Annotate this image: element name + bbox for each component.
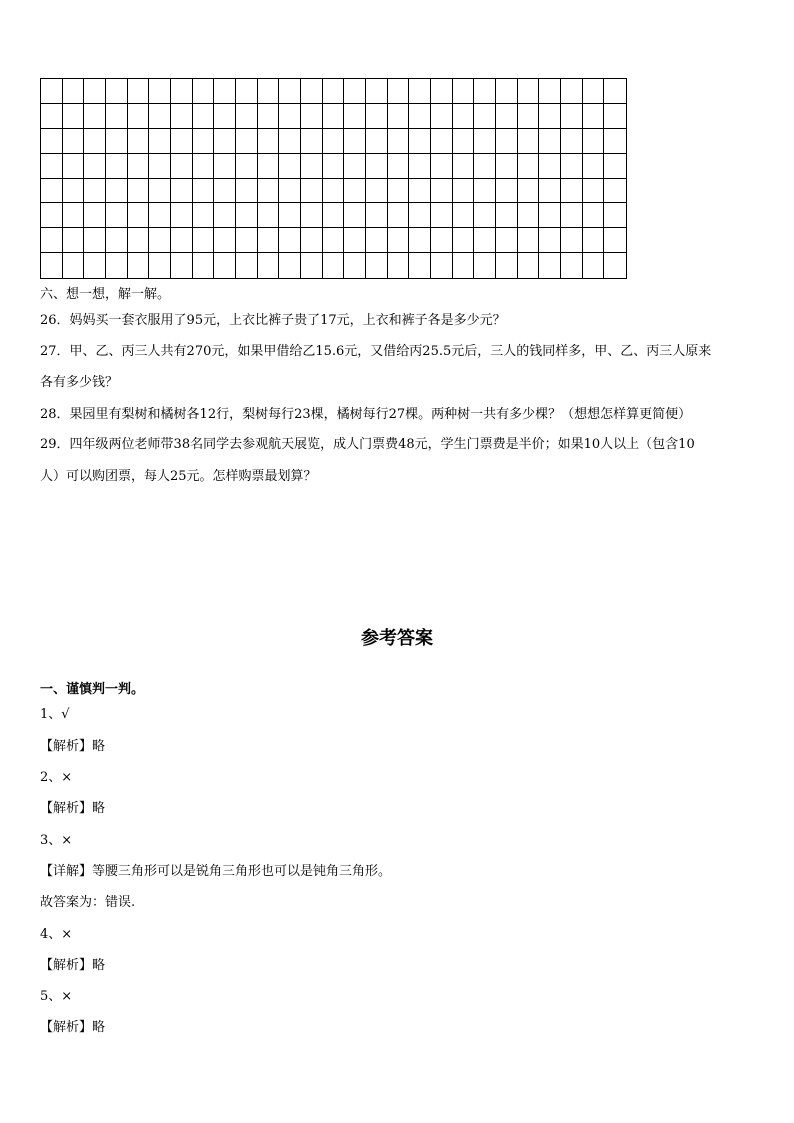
grid-cell — [193, 79, 215, 104]
grid-cell — [431, 179, 453, 204]
grid-cell — [41, 104, 63, 129]
grid-cell — [63, 129, 85, 154]
grid-cell — [171, 228, 193, 253]
grid-cell — [539, 203, 561, 228]
grid-cell — [518, 129, 540, 154]
grid-cell — [258, 154, 280, 179]
grid-cell — [583, 154, 605, 179]
answers-title: 参考答案 — [361, 628, 433, 649]
grid-cell — [518, 228, 540, 253]
grid-cell — [344, 228, 366, 253]
grid-cell — [63, 79, 85, 104]
grid-cell — [496, 79, 518, 104]
grid-cell — [236, 129, 258, 154]
grid-cell — [84, 228, 106, 253]
grid-cell — [518, 154, 540, 179]
grid-cell — [279, 154, 301, 179]
grid-cell — [496, 129, 518, 154]
grid-cell — [431, 228, 453, 253]
grid-cell — [496, 228, 518, 253]
grid-cell — [388, 104, 410, 129]
question-29-line1: 29．四年级两位老师带38名同学去参观航天展览，成人门票费48元，学生门票费是半价；如果10人以上（包含10 — [40, 437, 695, 452]
grid-cell — [453, 154, 475, 179]
grid-cell — [323, 79, 345, 104]
grid-cell — [323, 154, 345, 179]
grid-cell — [236, 253, 258, 278]
grid-cell — [41, 253, 63, 278]
grid-cell — [128, 129, 150, 154]
grid-cell — [258, 253, 280, 278]
grid-cell — [193, 104, 215, 129]
grid-cell — [106, 228, 128, 253]
question-26: 26．妈妈买一套衣服用了95元，上衣比裤子贵了17元，上衣和裤子各是多少元？ — [40, 313, 506, 328]
grid-cell — [84, 129, 106, 154]
grid-cell — [561, 203, 583, 228]
grid-cell — [388, 253, 410, 278]
grid-cell — [518, 253, 540, 278]
grid-cell — [344, 79, 366, 104]
grid-cell — [171, 129, 193, 154]
grid-cell — [63, 154, 85, 179]
grid-cell — [583, 228, 605, 253]
grid-cell — [41, 179, 63, 204]
grid-cell — [323, 129, 345, 154]
grid-cell — [604, 253, 626, 278]
grid-cell — [366, 228, 388, 253]
grid-cell — [214, 104, 236, 129]
grid-cell — [128, 79, 150, 104]
grid-cell — [409, 154, 431, 179]
grid-cell — [323, 179, 345, 204]
grid-cell — [279, 253, 301, 278]
grid-cell — [193, 129, 215, 154]
grid-cell — [128, 104, 150, 129]
grid-cell — [193, 253, 215, 278]
grid-cell — [41, 203, 63, 228]
grid-cell — [171, 79, 193, 104]
grid-cell — [388, 179, 410, 204]
grid-cell — [193, 154, 215, 179]
answers-section1-heading: 一、谨慎判一判。 — [40, 682, 145, 697]
question-27-line2: 各有多少钱？ — [40, 375, 119, 390]
grid-cell — [41, 228, 63, 253]
grid-cell — [344, 203, 366, 228]
grid-cell — [279, 203, 301, 228]
grid-cell — [409, 129, 431, 154]
grid-cell — [301, 253, 323, 278]
grid-cell — [63, 253, 85, 278]
grid-cell — [539, 104, 561, 129]
grid-cell — [388, 228, 410, 253]
grid-cell — [388, 154, 410, 179]
grid-cell — [214, 228, 236, 253]
grid-cell — [388, 203, 410, 228]
grid-cell — [539, 79, 561, 104]
grid-cell — [561, 253, 583, 278]
grid-cell — [344, 154, 366, 179]
grid-cell — [409, 228, 431, 253]
grid-cell — [583, 129, 605, 154]
grid-cell — [279, 104, 301, 129]
grid-cell — [128, 228, 150, 253]
grid-cell — [474, 129, 496, 154]
answer-3-conclusion: 故答案为：错误. — [40, 895, 136, 910]
grid-cell — [258, 129, 280, 154]
grid-cell — [323, 228, 345, 253]
grid-cell — [63, 228, 85, 253]
grid-cell — [149, 104, 171, 129]
grid-cell — [84, 154, 106, 179]
grid-cell — [409, 203, 431, 228]
grid-cell — [366, 79, 388, 104]
grid-cell — [474, 228, 496, 253]
grid-cell — [279, 79, 301, 104]
grid-cell — [258, 228, 280, 253]
grid-cell — [496, 203, 518, 228]
question-28: 28．果园里有梨树和橘树各12行，梨树每行23棵，橘树每行27棵。两种树一共有多少棵？（想想怎样算更简便） — [40, 407, 692, 422]
grid-cell — [604, 179, 626, 204]
grid-cell — [474, 203, 496, 228]
grid-cell — [474, 154, 496, 179]
grid-cell — [214, 179, 236, 204]
grid-cell — [604, 154, 626, 179]
grid-cell — [106, 104, 128, 129]
answer-4-note: 【解析】略 — [40, 958, 106, 973]
grid-cell — [214, 154, 236, 179]
writing-grid — [40, 78, 627, 279]
grid-cell — [561, 179, 583, 204]
grid-cell — [366, 179, 388, 204]
grid-cell — [496, 179, 518, 204]
grid-cell — [236, 228, 258, 253]
question-27-line1: 27．甲、乙、丙三人共有270元，如果甲借给乙15.6元，又借给丙25.5元后，三人的钱同样多，甲、乙、丙三人原来 — [40, 344, 712, 359]
grid-cell — [604, 104, 626, 129]
grid-cell — [279, 179, 301, 204]
grid-cell — [539, 228, 561, 253]
grid-cell — [323, 253, 345, 278]
grid-cell — [366, 104, 388, 129]
grid-cell — [128, 179, 150, 204]
grid-cell — [323, 104, 345, 129]
grid-cell — [149, 179, 171, 204]
question-29-line2: 人）可以购团票，每人25元。怎样购票最划算？ — [40, 469, 317, 484]
grid-cell — [171, 253, 193, 278]
grid-cell — [583, 104, 605, 129]
grid-cell — [301, 203, 323, 228]
grid-cell — [63, 104, 85, 129]
grid-cell — [409, 104, 431, 129]
grid-cell — [431, 203, 453, 228]
answer-5-note: 【解析】略 — [40, 1020, 106, 1035]
grid-cell — [106, 129, 128, 154]
grid-cell — [128, 154, 150, 179]
grid-cell — [193, 228, 215, 253]
grid-cell — [84, 79, 106, 104]
grid-cell — [344, 179, 366, 204]
grid-cell — [84, 253, 106, 278]
grid-cell — [301, 154, 323, 179]
grid-cell — [344, 104, 366, 129]
grid-cell — [128, 203, 150, 228]
grid-cell — [106, 179, 128, 204]
grid-cell — [214, 253, 236, 278]
grid-cell — [106, 253, 128, 278]
grid-cell — [453, 104, 475, 129]
grid-cell — [453, 228, 475, 253]
grid-cell — [84, 179, 106, 204]
grid-cell — [474, 104, 496, 129]
grid-cell — [518, 179, 540, 204]
grid-cell — [539, 179, 561, 204]
grid-cell — [388, 129, 410, 154]
grid-cell — [258, 79, 280, 104]
grid-cell — [561, 79, 583, 104]
grid-cell — [518, 104, 540, 129]
grid-cell — [539, 253, 561, 278]
grid-cell — [193, 179, 215, 204]
grid-cell — [431, 79, 453, 104]
grid-cell — [496, 154, 518, 179]
grid-cell — [604, 228, 626, 253]
answer-2: 2、× — [40, 770, 73, 785]
grid-cell — [41, 129, 63, 154]
grid-cell — [453, 79, 475, 104]
grid-cell — [604, 203, 626, 228]
grid-cell — [214, 129, 236, 154]
answer-1-note: 【解析】略 — [40, 739, 106, 754]
grid-cell — [583, 253, 605, 278]
grid-cell — [409, 253, 431, 278]
grid-cell — [409, 179, 431, 204]
answer-3-detail: 【详解】等腰三角形可以是锐角三角形也可以是钝角三角形。 — [40, 864, 392, 879]
grid-cell — [106, 203, 128, 228]
grid-cell — [171, 104, 193, 129]
grid-cell — [453, 179, 475, 204]
answer-2-note: 【解析】略 — [40, 801, 106, 816]
grid-cell — [214, 79, 236, 104]
grid-cell — [344, 129, 366, 154]
grid-cell — [279, 228, 301, 253]
grid-cell — [128, 253, 150, 278]
grid-cell — [366, 203, 388, 228]
grid-cell — [431, 154, 453, 179]
answer-4: 4、× — [40, 927, 73, 942]
grid-cell — [366, 129, 388, 154]
grid-cell — [496, 104, 518, 129]
grid-cell — [236, 179, 258, 204]
grid-cell — [604, 79, 626, 104]
grid-cell — [236, 104, 258, 129]
grid-cell — [106, 154, 128, 179]
grid-cell — [41, 154, 63, 179]
grid-cell — [41, 79, 63, 104]
grid-cell — [323, 203, 345, 228]
grid-cell — [63, 179, 85, 204]
grid-cell — [193, 203, 215, 228]
grid-cell — [149, 253, 171, 278]
grid-cell — [149, 228, 171, 253]
grid-cell — [279, 129, 301, 154]
grid-cell — [453, 253, 475, 278]
grid-cell — [583, 203, 605, 228]
grid-cell — [431, 253, 453, 278]
grid-cell — [561, 228, 583, 253]
grid-cell — [518, 79, 540, 104]
grid-cell — [583, 79, 605, 104]
answer-5: 5、× — [40, 989, 73, 1004]
grid-cell — [301, 79, 323, 104]
grid-cell — [258, 179, 280, 204]
grid-cell — [431, 104, 453, 129]
grid-cell — [149, 203, 171, 228]
grid-cell — [149, 154, 171, 179]
grid-cell — [431, 129, 453, 154]
grid-cell — [236, 154, 258, 179]
grid-cell — [604, 129, 626, 154]
grid-cell — [171, 179, 193, 204]
grid-cell — [366, 154, 388, 179]
grid-cell — [106, 79, 128, 104]
grid-cell — [171, 154, 193, 179]
grid-cell — [453, 203, 475, 228]
grid-cell — [474, 79, 496, 104]
grid-cell — [301, 228, 323, 253]
grid-cell — [63, 203, 85, 228]
answer-1: 1、√ — [40, 707, 70, 722]
grid-cell — [409, 79, 431, 104]
grid-cell — [561, 129, 583, 154]
grid-cell — [344, 253, 366, 278]
grid-cell — [84, 203, 106, 228]
grid-cell — [171, 203, 193, 228]
section6-heading: 六、想一想，解一解。 — [40, 287, 171, 302]
grid-cell — [84, 104, 106, 129]
grid-cell — [518, 203, 540, 228]
grid-cell — [301, 179, 323, 204]
grid-cell — [366, 253, 388, 278]
grid-cell — [561, 154, 583, 179]
grid-cell — [149, 79, 171, 104]
grid-cell — [258, 104, 280, 129]
grid-cell — [539, 129, 561, 154]
grid-cell — [539, 154, 561, 179]
grid-cell — [496, 253, 518, 278]
grid-cell — [561, 104, 583, 129]
grid-cell — [474, 253, 496, 278]
grid-cell — [474, 179, 496, 204]
grid-cell — [214, 203, 236, 228]
grid-cell — [453, 129, 475, 154]
grid-cell — [258, 203, 280, 228]
grid-cell — [236, 79, 258, 104]
grid-cell — [583, 179, 605, 204]
grid-cell — [149, 129, 171, 154]
grid-cell — [301, 104, 323, 129]
grid-cell — [236, 203, 258, 228]
grid-cell — [301, 129, 323, 154]
grid-cell — [388, 79, 410, 104]
answer-3: 3、× — [40, 833, 73, 848]
